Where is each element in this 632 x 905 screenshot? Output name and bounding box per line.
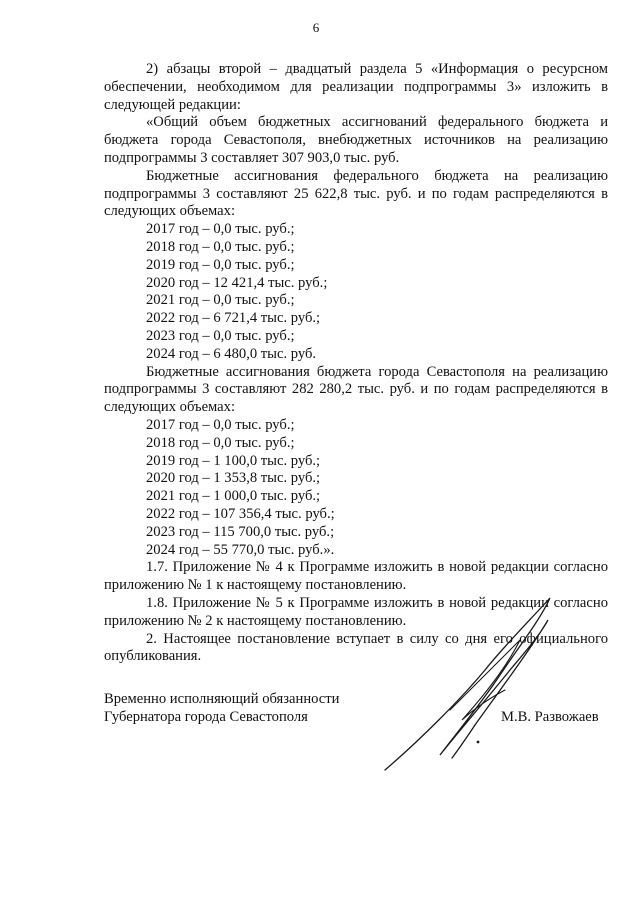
signatory-name: М.В. Развожаев: [501, 709, 599, 725]
list-item: 2020 год – 12 421,4 тыс. руб.;: [146, 274, 328, 291]
list-item: 2021 год – 1 000,0 тыс. руб.;: [146, 488, 321, 505]
list-item: 2024 год – 6 480,0 тыс. руб.: [146, 345, 317, 362]
list-item: 2017 год – 0,0 тыс. руб.;: [146, 416, 295, 433]
signatory-title-line-2: Губернатора города Севастополя: [104, 709, 308, 725]
list-item: 2022 год – 6 721,4 тыс. руб.;: [146, 310, 321, 327]
paragraph-appendix-4: 1.7. Приложение № 4 к Программе изложить в новой редакции согласно приложению № 1 к настоящему постановлению.: [104, 559, 608, 594]
list-item: 2018 год – 0,0 тыс. руб.;: [146, 434, 295, 451]
signatory-title: [104, 690, 339, 726]
list-item: 2020 год – 1 353,8 тыс. руб.;: [146, 470, 321, 487]
document-body: [104, 61, 608, 666]
list-item: 2019 год – 0,0 тыс. руб.;: [146, 256, 295, 273]
paragraph-federal-intro: Бюджетные ассигнования федерального бюджета на реализацию подпрограммы 3 составляют 25 622,8 тыс. руб. и по годам распределяются в следующих объемах:: [104, 167, 608, 220]
paragraph-amendment-intro: 2) абзацы второй – двадцатый раздела 5 «Информация о ресурсном обеспечении, необходимом для реализации подпрограммы 3» изложить в следующей редакции:: [104, 61, 608, 113]
list-item: 2017 год – 0,0 тыс. руб.;: [146, 221, 295, 238]
list-item: 2023 год – 0,0 тыс. руб.;: [146, 327, 295, 344]
city-years-list: [104, 417, 608, 559]
list-item: 2022 год – 107 356,4 тыс. руб.;: [146, 505, 335, 522]
page-number: 6: [312, 20, 320, 35]
list-item: 2024 год – 55 770,0 тыс. руб.».: [146, 541, 335, 558]
paragraph-city-intro: Бюджетные ассигнования бюджета города Севастополя на реализацию подпрограммы 3 составляют 282 280,2 тыс. руб. и по годам распределяются в следующих объемах:: [104, 363, 608, 416]
paragraph-total-volume: «Общий объем бюджетных ассигнований федерального бюджета и бюджета города Севастополя, внебюджетных источников на реализацию подпрограммы 3 составляет 307 903,0 тыс. руб.: [104, 114, 608, 166]
signatory-title-line-1: Временно исполняющий обязанности: [104, 691, 340, 707]
list-item: 2018 год – 0,0 тыс. руб.;: [146, 238, 295, 255]
paragraph-appendix-5: 1.8. Приложение № 5 к Программе изложить в новой редакции согласно приложению № 2 к настоящему постановлению.: [104, 594, 608, 629]
federal-years-list: [104, 221, 608, 363]
list-item: 2023 год – 115 700,0 тыс. руб.;: [146, 523, 335, 540]
list-item: 2021 год – 0,0 тыс. руб.;: [146, 292, 295, 309]
paragraph-entry-into-force: 2. Настоящее постановление вступает в силу со дня его официального опубликования.: [104, 630, 608, 665]
list-item: 2019 год – 1 100,0 тыс. руб.;: [146, 452, 321, 469]
